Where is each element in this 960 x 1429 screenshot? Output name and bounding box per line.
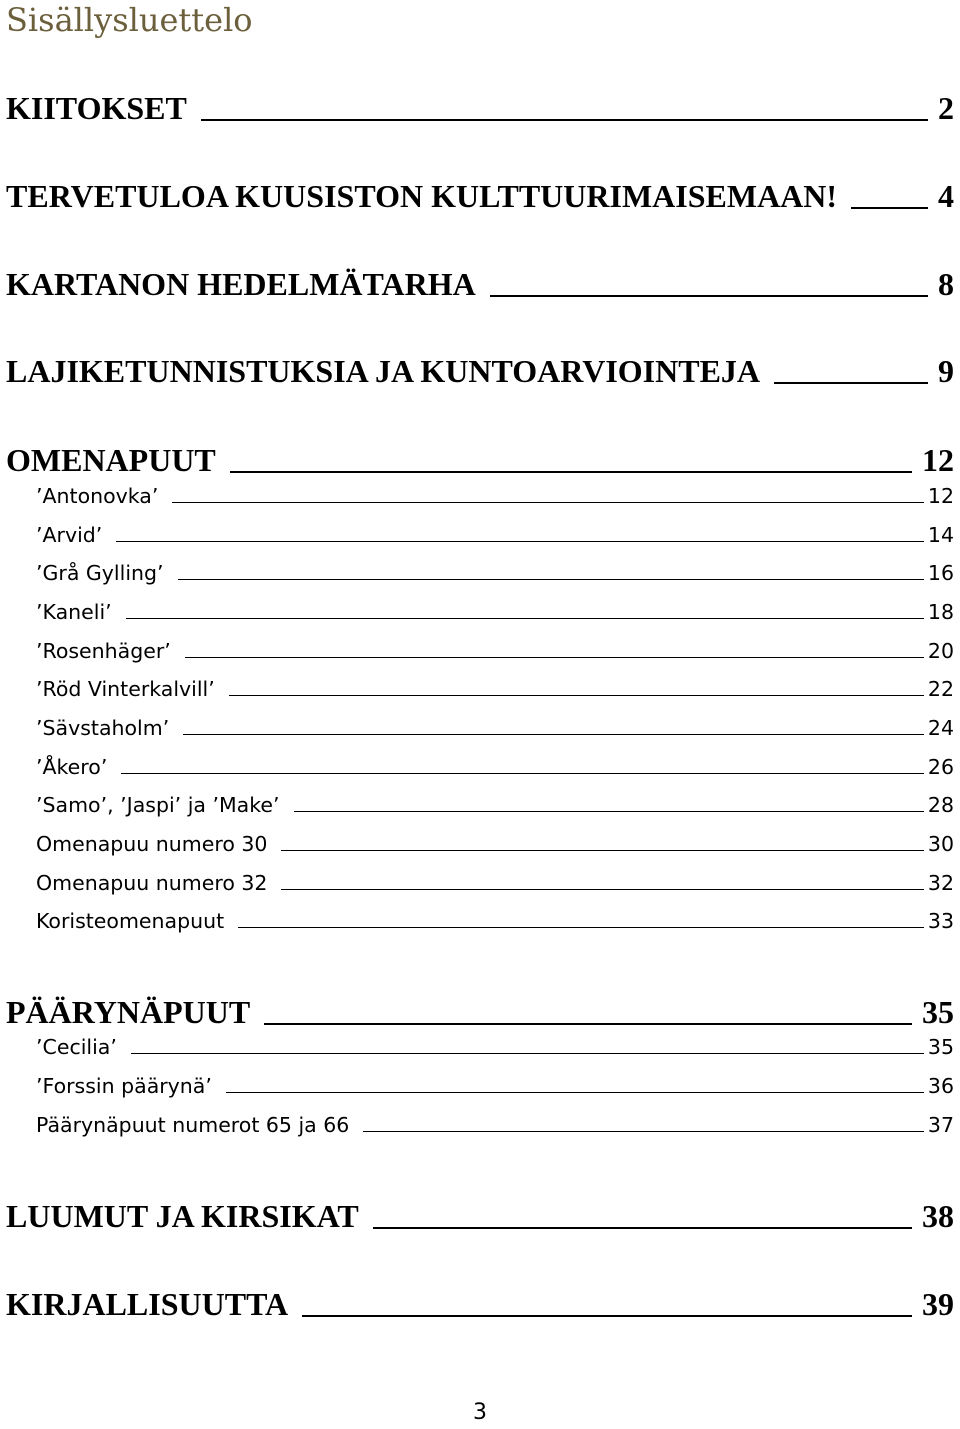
toc-entry-page: 32 [927, 871, 954, 895]
page-number: 3 [473, 1400, 487, 1425]
toc-leader-line [264, 1023, 912, 1025]
toc-entry-page: 35 [922, 994, 954, 1030]
toc-entry-kirjallisuutta[interactable] [0, 1284, 960, 1324]
toc-entry-luumut-ja-kirsikat[interactable] [0, 1196, 960, 1236]
toc-entry-arvid[interactable] [0, 520, 960, 550]
toc-leader-line [281, 850, 923, 851]
toc-entry-page: 12 [927, 484, 954, 508]
toc-entry-label: ’Arvid’ [36, 523, 103, 547]
toc-leader-line [131, 1053, 924, 1054]
toc-entry-cecilia[interactable] [0, 1032, 960, 1062]
toc-entry-label: OMENAPUUT [6, 442, 216, 478]
toc-entry-rosenhager[interactable] [0, 636, 960, 666]
toc-entry-label: LAJIKETUNNISTUKSIA JA KUNTOARVIOINTEJA [6, 353, 761, 389]
toc-entry-label: ’Åkero’ [36, 755, 108, 779]
toc-entry-omenapuut[interactable] [0, 440, 960, 480]
toc-entry-samo-jaspi-make[interactable] [0, 790, 960, 820]
toc-entry-page: 26 [927, 755, 954, 779]
toc-leader-line [183, 734, 924, 735]
toc-entry-page: 37 [927, 1113, 954, 1137]
toc-entry-label: TERVETULOA KUUSISTON KULTTUURIMAISEMAAN! [6, 178, 838, 214]
toc-entry-page: 35 [927, 1035, 954, 1059]
toc-entry-savstaholm[interactable] [0, 713, 960, 743]
toc-entry-page: 16 [927, 561, 954, 585]
toc-leader-line [116, 541, 924, 542]
toc-entry-label: ’Röd Vinterkalvill’ [36, 677, 215, 701]
toc-entry-label: LUUMUT JA KIRSIKAT [6, 1198, 359, 1234]
toc-entry-paarynapuut[interactable] [0, 992, 960, 1032]
toc-leader-line [373, 1227, 912, 1229]
toc-entry-page: 36 [927, 1074, 954, 1098]
toc-entry-gra-gylling[interactable] [0, 558, 960, 588]
toc-leader-line [226, 1092, 924, 1093]
toc-leader-line [238, 927, 924, 928]
toc-entry-page: 20 [927, 639, 954, 663]
toc-entry-lajiketunnistuksia[interactable] [0, 351, 960, 391]
toc-entry-label: ’Forssin päärynä’ [36, 1074, 212, 1098]
toc-entry-page: 30 [927, 832, 954, 856]
toc-entry-antonovka[interactable] [0, 481, 960, 511]
toc-entry-label: ’Grå Gylling’ [36, 561, 164, 585]
toc-entry-label: ’Cecilia’ [36, 1035, 117, 1059]
toc-entry-label: PÄÄRYNÄPUUT [6, 994, 251, 1030]
toc-entry-label: ’Sävstaholm’ [36, 716, 170, 740]
toc-entry-akero[interactable] [0, 752, 960, 782]
toc-heading: Sisällysluettelo [6, 1, 253, 39]
toc-entry-kiitokset[interactable] [0, 88, 960, 128]
toc-entry-page: 2 [938, 90, 954, 126]
toc-leader-line [229, 695, 924, 696]
toc-entry-tervetuloa[interactable] [0, 176, 960, 216]
toc-entry-koristeomenapuut[interactable] [0, 906, 960, 936]
toc-entry-page: 33 [927, 909, 954, 933]
toc-entry-label: ’Rosenhäger’ [36, 639, 171, 663]
toc-entry-label: ’Kaneli’ [36, 600, 112, 624]
toc-leader-line [201, 119, 928, 121]
toc-entry-omenapuu-30[interactable] [0, 829, 960, 859]
toc-leader-line [851, 207, 928, 209]
toc-entry-label: KARTANON HEDELMÄTARHA [6, 266, 476, 302]
toc-entry-page: 14 [927, 523, 954, 547]
toc-entry-kaneli[interactable] [0, 597, 960, 627]
toc-entry-label: Omenapuu numero 32 [36, 871, 268, 895]
toc-entry-page: 4 [938, 178, 954, 214]
toc-entry-page: 18 [927, 600, 954, 624]
toc-entry-page: 39 [922, 1286, 954, 1322]
toc-leader-line [294, 811, 924, 812]
toc-leader-line [363, 1131, 924, 1132]
toc-entry-label: KIRJALLISUUTTA [6, 1286, 289, 1322]
toc-leader-line [185, 657, 924, 658]
toc-entry-page: 22 [927, 677, 954, 701]
toc-entry-paarynapuut-65-66[interactable] [0, 1110, 960, 1140]
toc-entry-page: 8 [938, 266, 954, 302]
toc-entry-rod-vinterkalvill[interactable] [0, 674, 960, 704]
toc-leader-line [172, 502, 924, 503]
toc-leader-line [774, 382, 928, 384]
toc-entry-label: KIITOKSET [6, 90, 187, 126]
toc-entry-page: 24 [927, 716, 954, 740]
toc-entry-page: 9 [938, 353, 954, 389]
toc-entry-page: 28 [927, 793, 954, 817]
toc-entry-label: ’Samo’, ’Jaspi’ ja ’Make’ [36, 793, 280, 817]
toc-leader-line [178, 579, 924, 580]
toc-entry-page: 38 [922, 1198, 954, 1234]
toc-entry-label: Omenapuu numero 30 [36, 832, 268, 856]
toc-entry-omenapuu-32[interactable] [0, 868, 960, 898]
toc-entry-label: Koristeomenapuut [36, 909, 225, 933]
toc-entry-forssin-paaryna[interactable] [0, 1071, 960, 1101]
toc-entry-kartanon-hedelmatarha[interactable] [0, 264, 960, 304]
toc-entry-page: 12 [922, 442, 954, 478]
toc-leader-line [126, 618, 924, 619]
toc-leader-line [302, 1315, 912, 1317]
toc-leader-line [230, 471, 912, 473]
toc-entry-label: Päärynäpuut numerot 65 ja 66 [36, 1113, 350, 1137]
toc-leader-line [121, 773, 924, 774]
toc-leader-line [281, 889, 923, 890]
toc-leader-line [490, 295, 928, 297]
toc-entry-label: ’Antonovka’ [36, 484, 159, 508]
